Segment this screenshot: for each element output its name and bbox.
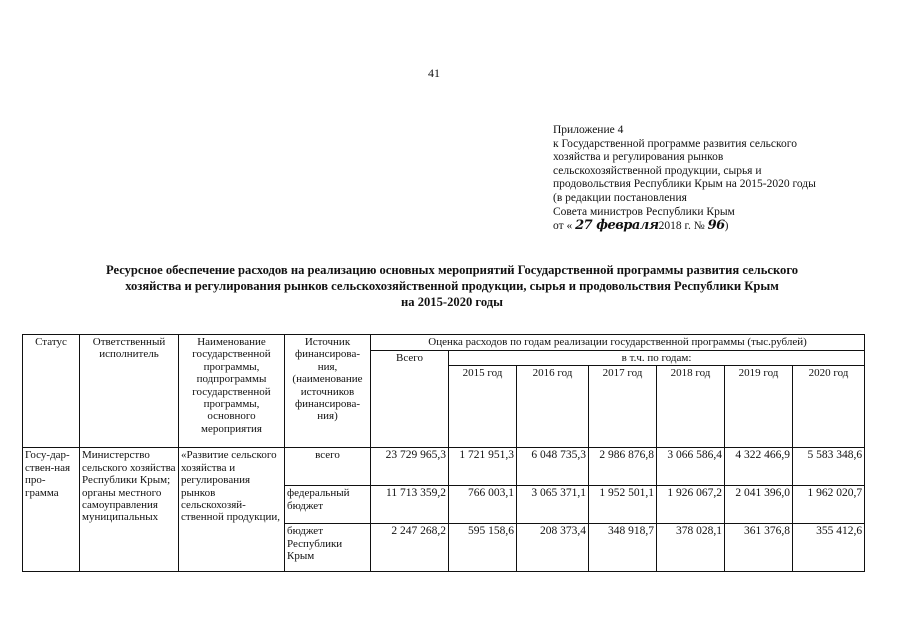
header-total: Всего: [371, 351, 449, 448]
title-line: на 2015-2020 годы: [401, 295, 503, 309]
table-row: [23, 448, 865, 486]
appendix-date-line: [553, 219, 893, 234]
title-line: Ресурсное обеспечение расходов на реализацию основных мероприятий Государственной программы развития сельского: [105, 263, 799, 277]
header-year-2020: 2020 год: [793, 366, 865, 448]
year-cell: 355 412,6: [793, 524, 865, 572]
total-cell: 11 713 359,2: [371, 486, 449, 524]
header-by-years: в т.ч. по годам:: [449, 351, 865, 366]
appendix-line: продовольствия Республики Крым на 2015-2020 годы: [553, 178, 816, 191]
date-prefix: от «: [553, 220, 573, 233]
total-cell: 2 247 268,2: [371, 524, 449, 572]
appendix-line: сельскохозяйственной продукции, сырья и: [553, 164, 762, 177]
header-name: Наименование государственной программы, подпрограммы государственной программы, основного мероприятия: [179, 335, 285, 448]
year-cell: 4 322 466,9: [725, 448, 793, 486]
year-cell: 595 158,6: [449, 524, 517, 572]
header-executor: Ответственный исполнитель: [80, 335, 179, 448]
year-cell: 1 721 951,3: [449, 448, 517, 486]
appendix-block: [553, 124, 893, 234]
source-cell: всего: [285, 448, 371, 486]
year-cell: 6 048 735,3: [517, 448, 589, 486]
year-cell: 3 066 586,4: [657, 448, 725, 486]
year-cell: 1 926 067,2: [657, 486, 725, 524]
date-year: 2018 г. №: [658, 220, 705, 233]
header-year-2015: 2015 год: [449, 366, 517, 448]
header-source: Источник финансирова-ния, (наименование источников финансирова-ния): [285, 335, 371, 448]
resource-table: [22, 334, 865, 572]
year-cell: 378 028,1: [657, 524, 725, 572]
document-title: [22, 262, 882, 310]
appendix-line: Совета министров Республики Крым: [553, 205, 735, 218]
source-cell: бюджет Республики Крым: [285, 524, 371, 572]
executor-cell: Министерство сельского хозяйства Республики Крым; органы местного самоуправления муниципальных: [80, 448, 179, 572]
year-cell: 766 003,1: [449, 486, 517, 524]
year-cell: 348 918,7: [589, 524, 657, 572]
program-name-cell: «Развитие сельского хозяйства и регулирования рынков сельскохозяй-ственной продукции,: [179, 448, 285, 572]
year-cell: 361 376,8: [725, 524, 793, 572]
title-line: хозяйства и регулирования рынков сельскохозяйственной продукции, сырья и продовольствия Республики Крым: [125, 279, 779, 293]
year-cell: 2 041 396,0: [725, 486, 793, 524]
year-cell: 2 986 876,8: [589, 448, 657, 486]
year-cell: 208 373,4: [517, 524, 589, 572]
total-cell: 23 729 965,3: [371, 448, 449, 486]
handwritten-number: 96: [707, 218, 725, 234]
closing-paren: ): [724, 220, 729, 233]
year-cell: 5 583 348,6: [793, 448, 865, 486]
header-year-2018: 2018 год: [657, 366, 725, 448]
year-cell: 3 065 371,1: [517, 486, 589, 524]
page-number: 41: [428, 66, 440, 80]
source-cell: федеральный бюджет: [285, 486, 371, 524]
status-cell: Госу-дар-ствен-ная про-грамма: [23, 448, 80, 572]
header-year-2017: 2017 год: [589, 366, 657, 448]
appendix-line: хозяйства и регулирования рынков: [553, 151, 724, 164]
appendix-line: к Государственной программе развития сельского: [553, 137, 797, 150]
year-cell: 1 952 501,1: [589, 486, 657, 524]
header-year-2016: 2016 год: [517, 366, 589, 448]
appendix-line: Приложение 4: [553, 124, 624, 136]
header-estimate: Оценка расходов по годам реализации государственной программы (тыс.рублей): [371, 335, 865, 351]
header-status: Статус: [23, 335, 80, 448]
year-cell: 1 962 020,7: [793, 486, 865, 524]
header-year-2019: 2019 год: [725, 366, 793, 448]
appendix-line: (в редакции постановления: [553, 191, 687, 204]
handwritten-date: 27 февраля: [575, 218, 659, 234]
